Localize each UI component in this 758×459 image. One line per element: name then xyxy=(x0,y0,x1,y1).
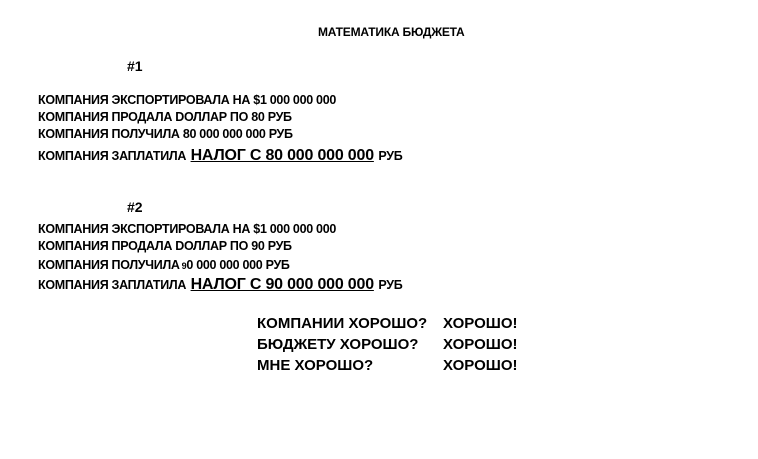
case2-received-small-digit: 9 xyxy=(181,261,187,271)
summary-answer-company: ХОРОШО! xyxy=(443,315,518,332)
case2-label: #2 xyxy=(127,199,143,215)
case2-received-rest: 0 000 000 000 РУБ xyxy=(186,258,290,272)
case1-received-line: КОМПАНИЯ ПОЛУЧИЛА 80 000 000 000 РУБ xyxy=(38,127,293,141)
case1-sold-line: КОМПАНИЯ ПРОДАЛА DОЛЛАР ПО 80 РУБ xyxy=(38,110,292,124)
case1-tax-amount: НАЛОГ С 80 000 000 000 xyxy=(190,147,374,164)
case2-sold-line: КОМПАНИЯ ПРОДАЛА DОЛЛАР ПО 90 РУБ xyxy=(38,239,292,253)
case2-paid-prefix: КОМПАНИЯ ЗАПЛАТИЛА xyxy=(38,278,187,292)
case2-paid-suffix: РУБ xyxy=(378,278,403,292)
case1-paid-line xyxy=(38,147,402,165)
case1-paid-suffix: РУБ xyxy=(378,149,403,163)
summary-question-company: КОМПАНИИ ХОРОШО? xyxy=(257,315,428,332)
case2-paid-line xyxy=(38,276,402,294)
summary-answer-budget: ХОРОШО! xyxy=(443,336,518,353)
case1-paid-prefix: КОМПАНИЯ ЗАПЛАТИЛА xyxy=(38,149,187,163)
case2-tax-amount: НАЛОГ С 90 000 000 000 xyxy=(190,276,374,293)
summary-question-budget: БЮДЖЕТУ ХОРОШО? xyxy=(257,336,419,353)
slide-title: МАТЕМАТИКА БЮДЖЕТА xyxy=(318,25,465,39)
case2-export-line: КОМПАНИЯ ЭКСПОРТИРОВАЛА НА $1 000 000 000 xyxy=(38,222,336,236)
case1-export-line: КОМПАНИЯ ЭКСПОРТИРОВАЛА НА $1 000 000 000 xyxy=(38,93,336,107)
case1-label: #1 xyxy=(127,58,143,74)
case2-received-line xyxy=(38,258,290,272)
summary-answer-me: ХОРОШО! xyxy=(443,357,518,374)
summary-question-me: МНЕ ХОРОШО? xyxy=(257,357,374,374)
case2-received-prefix: КОМПАНИЯ ПОЛУЧИЛА xyxy=(38,258,180,272)
